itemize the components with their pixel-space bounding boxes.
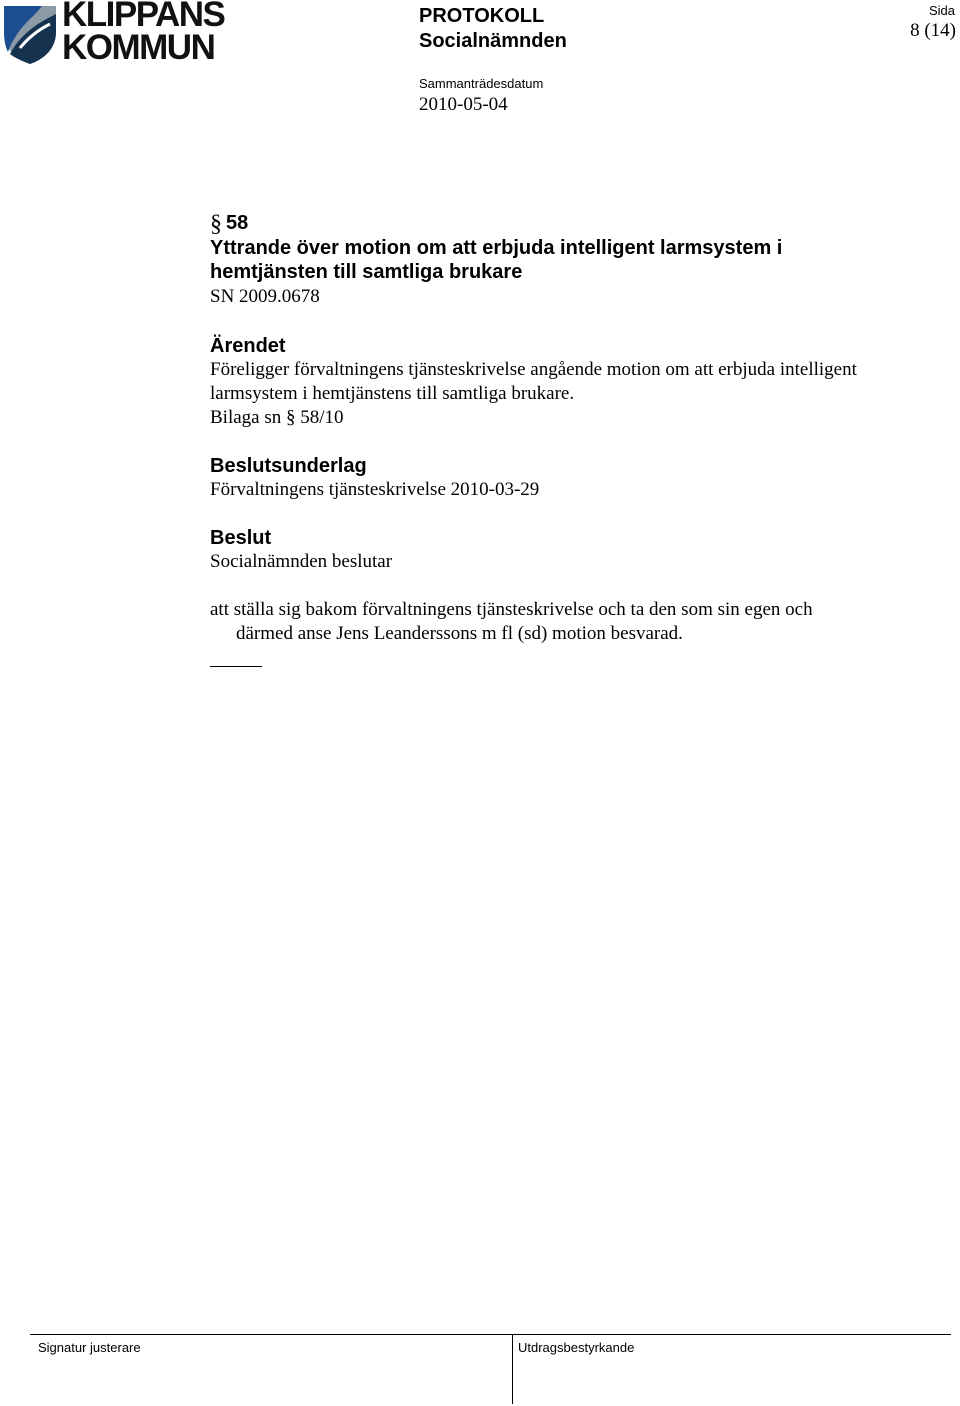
beslutsunderlag-text: Förvaltningens tjänsteskrivelse 2010-03-29 bbox=[210, 479, 540, 500]
logo-wordmark bbox=[62, 0, 225, 67]
certification-label: Utdragsbestyrkande bbox=[518, 1340, 635, 1355]
footer-divider bbox=[512, 1334, 513, 1404]
case-title-line2: hemtjänsten till samtliga brukare bbox=[210, 261, 523, 283]
attachment-reference bbox=[210, 406, 940, 430]
case-reg-number: SN 2009.0678 bbox=[210, 286, 320, 307]
end-of-section-rule bbox=[210, 666, 262, 667]
signature-label: Signatur justerare bbox=[38, 1340, 141, 1355]
page-label: Sida bbox=[928, 3, 955, 18]
arendet-text-line2: larmsystem i hemtjänstens till samtliga brukare. bbox=[210, 383, 575, 404]
protocol-body bbox=[210, 210, 940, 667]
attachment-number: 58/10 bbox=[300, 407, 344, 428]
beslutsunderlag-heading: Beslutsunderlag bbox=[210, 455, 367, 477]
attachment-prefix: Bilaga sn bbox=[210, 407, 282, 428]
logo-line2: KOMMUN bbox=[62, 28, 215, 67]
meeting-date: 2010-05-04 bbox=[419, 94, 508, 115]
decision-line1: att ställa sig bakom förvaltningens tjänsteskrivelse och ta den som sin egen och bbox=[210, 599, 813, 620]
spacer bbox=[210, 574, 940, 598]
beslut-intro: Socialnämnden beslutar bbox=[210, 551, 393, 572]
logo-line1: KLIPPANS bbox=[62, 0, 225, 34]
meeting-date-label: Sammanträdesdatum bbox=[419, 76, 544, 91]
beslut-heading: Beslut bbox=[210, 527, 272, 549]
decision-text bbox=[210, 598, 940, 646]
board-name: Socialnämnden bbox=[419, 30, 567, 52]
municipality-logo bbox=[2, 0, 225, 68]
attachment-paragraph-symbol: § bbox=[286, 407, 296, 428]
section-number: 58 bbox=[226, 212, 249, 234]
coat-of-arms-icon bbox=[2, 2, 58, 66]
spacer bbox=[210, 309, 940, 334]
decision-line2: därmed anse Jens Leanderssons m fl (sd) motion besvarad. bbox=[236, 623, 683, 644]
spacer bbox=[210, 430, 940, 454]
page-number: 8 (14) bbox=[910, 20, 956, 41]
document-type: PROTOKOLL bbox=[419, 5, 545, 27]
section-heading bbox=[210, 210, 940, 236]
case-title-line1: Yttrande över motion om att erbjuda intelligent larmsystem i bbox=[210, 237, 783, 259]
footer-rule bbox=[30, 1334, 951, 1335]
arendet-heading: Ärendet bbox=[210, 335, 286, 357]
paragraph-symbol: § bbox=[210, 211, 222, 237]
arendet-text-line1: Föreligger förvaltningens tjänsteskrivelse angående motion om att erbjuda intelligent bbox=[210, 359, 857, 380]
spacer bbox=[210, 502, 940, 526]
